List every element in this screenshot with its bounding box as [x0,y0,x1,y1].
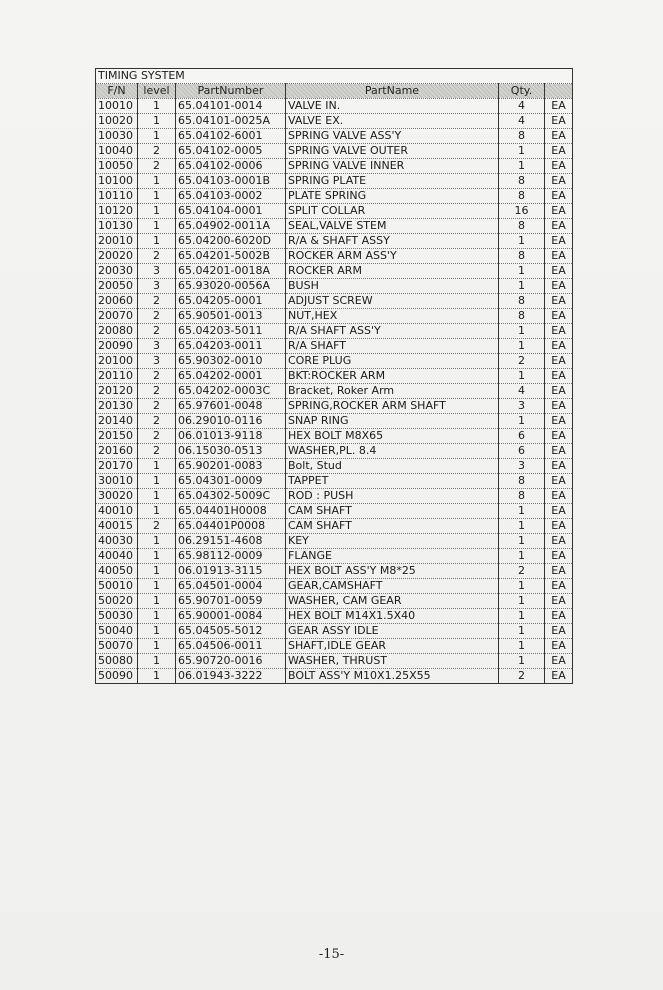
table-row [96,654,573,669]
cell-part-number: 06.29151-4608 [176,534,286,549]
cell-unit: EA [545,504,573,519]
cell-unit: EA [545,564,573,579]
cell-unit: EA [545,474,573,489]
table-row [96,114,573,129]
cell-fn: 10130 [96,219,138,234]
table-row [96,174,573,189]
page-number: -15- [318,947,345,962]
cell-unit: EA [545,384,573,399]
cell-fn: 20010 [96,234,138,249]
cell-part-number: 65.04101-0025A [176,114,286,129]
cell-level: 1 [138,474,176,489]
cell-fn: 30020 [96,489,138,504]
table-row [96,414,573,429]
cell-part-name: CORE PLUG [286,354,499,369]
cell-qty: 4 [499,384,545,399]
cell-part-name: Bracket, Roker Arm [286,384,499,399]
cell-unit: EA [545,114,573,129]
table-row [96,279,573,294]
cell-part-number: 65.90501-0013 [176,309,286,324]
cell-part-number: 06.15030-0513 [176,444,286,459]
cell-part-number: 06.01943-3222 [176,669,286,684]
cell-fn: 50090 [96,669,138,684]
table-row [96,189,573,204]
cell-part-number: 65.04102-6001 [176,129,286,144]
cell-fn: 20050 [96,279,138,294]
table-row [96,249,573,264]
cell-part-number: 65.04202-0003C [176,384,286,399]
table-row [96,444,573,459]
cell-qty: 1 [499,504,545,519]
table-row [96,159,573,174]
cell-level: 2 [138,249,176,264]
cell-level: 2 [138,159,176,174]
cell-qty: 1 [499,534,545,549]
table-row [96,384,573,399]
cell-unit: EA [545,639,573,654]
cell-fn: 40030 [96,534,138,549]
cell-unit: EA [545,264,573,279]
table-row [96,669,573,684]
cell-unit: EA [545,204,573,219]
cell-part-number: 65.90720-0016 [176,654,286,669]
table-row [96,369,573,384]
cell-level: 3 [138,279,176,294]
cell-qty: 1 [499,279,545,294]
cell-part-number: 65.90701-0059 [176,594,286,609]
cell-part-name: PLATE SPRING [286,189,499,204]
cell-unit: EA [545,99,573,114]
table-row [96,339,573,354]
cell-level: 2 [138,309,176,324]
cell-part-name: R/A SHAFT ASS'Y [286,324,499,339]
cell-level: 3 [138,264,176,279]
cell-qty: 4 [499,99,545,114]
cell-qty: 1 [499,339,545,354]
cell-unit: EA [545,234,573,249]
cell-fn: 10120 [96,204,138,219]
cell-level: 1 [138,639,176,654]
cell-level: 2 [138,324,176,339]
cell-part-name: CAM SHAFT [286,504,499,519]
cell-fn: 40050 [96,564,138,579]
cell-level: 2 [138,399,176,414]
cell-part-name: WASHER, THRUST [286,654,499,669]
cell-part-number: 65.04103-0001B [176,174,286,189]
table-header-row [96,84,573,99]
table-row [96,504,573,519]
cell-part-number: 65.04203-0011 [176,339,286,354]
table-title-row [96,69,573,84]
cell-unit: EA [545,309,573,324]
cell-part-name: SEAL,VALVE STEM [286,219,499,234]
cell-level: 2 [138,444,176,459]
cell-level: 3 [138,339,176,354]
cell-qty: 3 [499,459,545,474]
cell-level: 1 [138,489,176,504]
header-part-number: PartNumber [176,84,286,99]
cell-part-number: 65.90302-0010 [176,354,286,369]
cell-part-name: FLANGE [286,549,499,564]
cell-part-name: WASHER, CAM GEAR [286,594,499,609]
cell-qty: 2 [499,669,545,684]
cell-qty: 8 [499,474,545,489]
cell-level: 3 [138,354,176,369]
cell-qty: 1 [499,654,545,669]
cell-fn: 40015 [96,519,138,534]
table-row [96,489,573,504]
cell-level: 1 [138,459,176,474]
cell-level: 2 [138,384,176,399]
cell-qty: 2 [499,564,545,579]
cell-qty: 8 [499,294,545,309]
cell-unit: EA [545,219,573,234]
cell-level: 1 [138,669,176,684]
cell-unit: EA [545,249,573,264]
table-row [96,474,573,489]
cell-unit: EA [545,189,573,204]
table-row [96,564,573,579]
cell-part-name: R/A & SHAFT ASSY [286,234,499,249]
cell-fn: 20020 [96,249,138,264]
cell-unit: EA [545,159,573,174]
cell-fn: 10020 [96,114,138,129]
cell-qty: 8 [499,309,545,324]
cell-level: 2 [138,144,176,159]
table-row [96,354,573,369]
cell-part-name: HEX BOLT ASS'Y M8*25 [286,564,499,579]
cell-part-name: SPRING VALVE ASS'Y [286,129,499,144]
cell-level: 1 [138,129,176,144]
cell-unit: EA [545,624,573,639]
cell-fn: 10050 [96,159,138,174]
cell-unit: EA [545,609,573,624]
cell-fn: 20070 [96,309,138,324]
cell-fn: 10100 [96,174,138,189]
cell-qty: 1 [499,234,545,249]
cell-part-name: VALVE EX. [286,114,499,129]
cell-part-number: 65.04202-0001 [176,369,286,384]
cell-part-name: VALVE IN. [286,99,499,114]
table-row [96,624,573,639]
cell-fn: 10040 [96,144,138,159]
cell-fn: 40010 [96,504,138,519]
cell-qty: 2 [499,354,545,369]
cell-part-name: BKT:ROCKER ARM [286,369,499,384]
cell-part-name: R/A SHAFT [286,339,499,354]
header-qty: Qty. [499,84,545,99]
cell-part-name: SNAP RING [286,414,499,429]
cell-fn: 20110 [96,369,138,384]
cell-fn: 20130 [96,399,138,414]
cell-qty: 1 [499,609,545,624]
cell-fn: 50040 [96,624,138,639]
cell-part-number: 65.97601-0048 [176,399,286,414]
cell-qty: 1 [499,519,545,534]
cell-part-name: TAPPET [286,474,499,489]
cell-part-number: 65.93020-0056A [176,279,286,294]
cell-part-name: SPRING VALVE INNER [286,159,499,174]
cell-part-number: 65.04101-0014 [176,99,286,114]
cell-part-number: 65.04401P0008 [176,519,286,534]
cell-level: 1 [138,234,176,249]
cell-part-name: CAM SHAFT [286,519,499,534]
cell-fn: 20140 [96,414,138,429]
table-row [96,219,573,234]
cell-part-name: BUSH [286,279,499,294]
cell-unit: EA [545,279,573,294]
cell-part-number: 65.04506-0011 [176,639,286,654]
cell-part-name: SPLIT COLLAR [286,204,499,219]
cell-qty: 8 [499,174,545,189]
cell-fn: 10010 [96,99,138,114]
table-row [96,519,573,534]
table-row [96,144,573,159]
cell-part-name: NUT,HEX [286,309,499,324]
cell-qty: 3 [499,399,545,414]
table-row [96,459,573,474]
cell-qty: 1 [499,144,545,159]
cell-part-name: ROCKER ARM ASS'Y [286,249,499,264]
cell-unit: EA [545,399,573,414]
cell-part-name: SPRING VALVE OUTER [286,144,499,159]
cell-fn: 50070 [96,639,138,654]
cell-level: 2 [138,369,176,384]
cell-part-number: 65.90201-0083 [176,459,286,474]
cell-unit: EA [545,489,573,504]
cell-qty: 6 [499,429,545,444]
cell-qty: 1 [499,369,545,384]
cell-fn: 20100 [96,354,138,369]
cell-qty: 8 [499,129,545,144]
cell-qty: 1 [499,624,545,639]
cell-qty: 8 [499,489,545,504]
cell-unit: EA [545,174,573,189]
cell-qty: 1 [499,159,545,174]
cell-part-name: GEAR ASSY IDLE [286,624,499,639]
cell-part-number: 65.04102-0005 [176,144,286,159]
cell-level: 1 [138,204,176,219]
cell-part-name: GEAR,CAMSHAFT [286,579,499,594]
cell-part-number: 06.01013-9118 [176,429,286,444]
header-level: level [138,84,176,99]
cell-unit: EA [545,549,573,564]
cell-fn: 20160 [96,444,138,459]
cell-qty: 16 [499,204,545,219]
cell-part-name: KEY [286,534,499,549]
cell-qty: 1 [499,324,545,339]
cell-qty: 1 [499,414,545,429]
table-row [96,204,573,219]
cell-level: 1 [138,564,176,579]
cell-part-number: 65.04102-0006 [176,159,286,174]
cell-part-number: 65.04205-0001 [176,294,286,309]
cell-unit: EA [545,654,573,669]
cell-fn: 20030 [96,264,138,279]
cell-unit: EA [545,519,573,534]
cell-part-name: WASHER,PL. 8.4 [286,444,499,459]
cell-level: 1 [138,534,176,549]
cell-level: 1 [138,609,176,624]
cell-qty: 8 [499,189,545,204]
cell-level: 1 [138,99,176,114]
parts-table [95,68,573,684]
cell-level: 1 [138,174,176,189]
cell-fn: 20170 [96,459,138,474]
cell-level: 2 [138,519,176,534]
cell-unit: EA [545,669,573,684]
cell-fn: 40040 [96,549,138,564]
cell-unit: EA [545,129,573,144]
cell-part-number: 06.01913-3115 [176,564,286,579]
table-row [96,309,573,324]
table-row [96,129,573,144]
cell-part-name: SPRING PLATE [286,174,499,189]
cell-level: 1 [138,114,176,129]
cell-unit: EA [545,144,573,159]
cell-level: 1 [138,219,176,234]
cell-fn: 20090 [96,339,138,354]
cell-level: 1 [138,189,176,204]
cell-part-name: SHAFT,IDLE GEAR [286,639,499,654]
cell-part-number: 65.90001-0084 [176,609,286,624]
cell-unit: EA [545,594,573,609]
cell-part-number: 65.04302-5009C [176,489,286,504]
cell-qty: 8 [499,219,545,234]
table-row [96,264,573,279]
cell-fn: 50010 [96,579,138,594]
cell-qty: 1 [499,549,545,564]
cell-fn: 20060 [96,294,138,309]
cell-qty: 6 [499,444,545,459]
table-row [96,429,573,444]
cell-part-name: ADJUST SCREW [286,294,499,309]
cell-unit: EA [545,579,573,594]
cell-part-number: 65.98112-0009 [176,549,286,564]
cell-level: 2 [138,414,176,429]
cell-unit: EA [545,324,573,339]
cell-qty: 8 [499,249,545,264]
cell-level: 1 [138,624,176,639]
cell-part-name: HEX BOLT M14X1.5X40 [286,609,499,624]
cell-part-name: ROCKER ARM [286,264,499,279]
cell-level: 2 [138,294,176,309]
cell-part-number: 65.04203-5011 [176,324,286,339]
cell-level: 1 [138,594,176,609]
cell-level: 2 [138,429,176,444]
cell-fn: 30010 [96,474,138,489]
cell-unit: EA [545,459,573,474]
cell-qty: 1 [499,639,545,654]
cell-part-number: 65.04902-0011A [176,219,286,234]
cell-unit: EA [545,339,573,354]
cell-fn: 20080 [96,324,138,339]
table-row [96,579,573,594]
cell-part-name: Bolt, Stud [286,459,499,474]
table-row [96,324,573,339]
table-row [96,594,573,609]
cell-fn: 50030 [96,609,138,624]
cell-unit: EA [545,294,573,309]
cell-level: 1 [138,579,176,594]
cell-qty: 4 [499,114,545,129]
cell-part-number: 65.04200-6020D [176,234,286,249]
cell-part-number: 65.04201-0018A [176,264,286,279]
cell-unit: EA [545,369,573,384]
cell-fn: 10110 [96,189,138,204]
cell-part-number: 65.04505-5012 [176,624,286,639]
cell-unit: EA [545,414,573,429]
cell-unit: EA [545,534,573,549]
cell-part-number: 65.04501-0004 [176,579,286,594]
cell-unit: EA [545,354,573,369]
cell-part-name: HEX BOLT M8X65 [286,429,499,444]
cell-part-number: 65.04301-0009 [176,474,286,489]
cell-level: 1 [138,654,176,669]
table-row [96,639,573,654]
cell-qty: 1 [499,579,545,594]
table-row [96,399,573,414]
table-row [96,294,573,309]
table-row [96,99,573,114]
cell-part-number: 65.04103-0002 [176,189,286,204]
cell-part-name: BOLT ASS'Y M10X1.25X55 [286,669,499,684]
cell-fn: 20120 [96,384,138,399]
header-unit [545,84,573,99]
cell-part-number: 65.04401H0008 [176,504,286,519]
cell-fn: 50080 [96,654,138,669]
cell-qty: 1 [499,594,545,609]
table-row [96,534,573,549]
cell-unit: EA [545,444,573,459]
table-row [96,549,573,564]
cell-part-number: 65.04104-0001 [176,204,286,219]
cell-unit: EA [545,429,573,444]
table-row [96,234,573,249]
cell-part-name: ROD : PUSH [286,489,499,504]
cell-qty: 1 [499,264,545,279]
cell-part-number: 65.04201-5002B [176,249,286,264]
table-row [96,609,573,624]
cell-fn: 20150 [96,429,138,444]
header-part-name: PartName [286,84,499,99]
table-body [96,99,573,684]
cell-level: 1 [138,549,176,564]
cell-part-name: SPRING,ROCKER ARM SHAFT [286,399,499,414]
cell-fn: 10030 [96,129,138,144]
cell-part-number: 06.29010-0116 [176,414,286,429]
table-title: TIMING SYSTEM [96,69,573,84]
header-fn: F/N [96,84,138,99]
cell-level: 1 [138,504,176,519]
cell-fn: 50020 [96,594,138,609]
